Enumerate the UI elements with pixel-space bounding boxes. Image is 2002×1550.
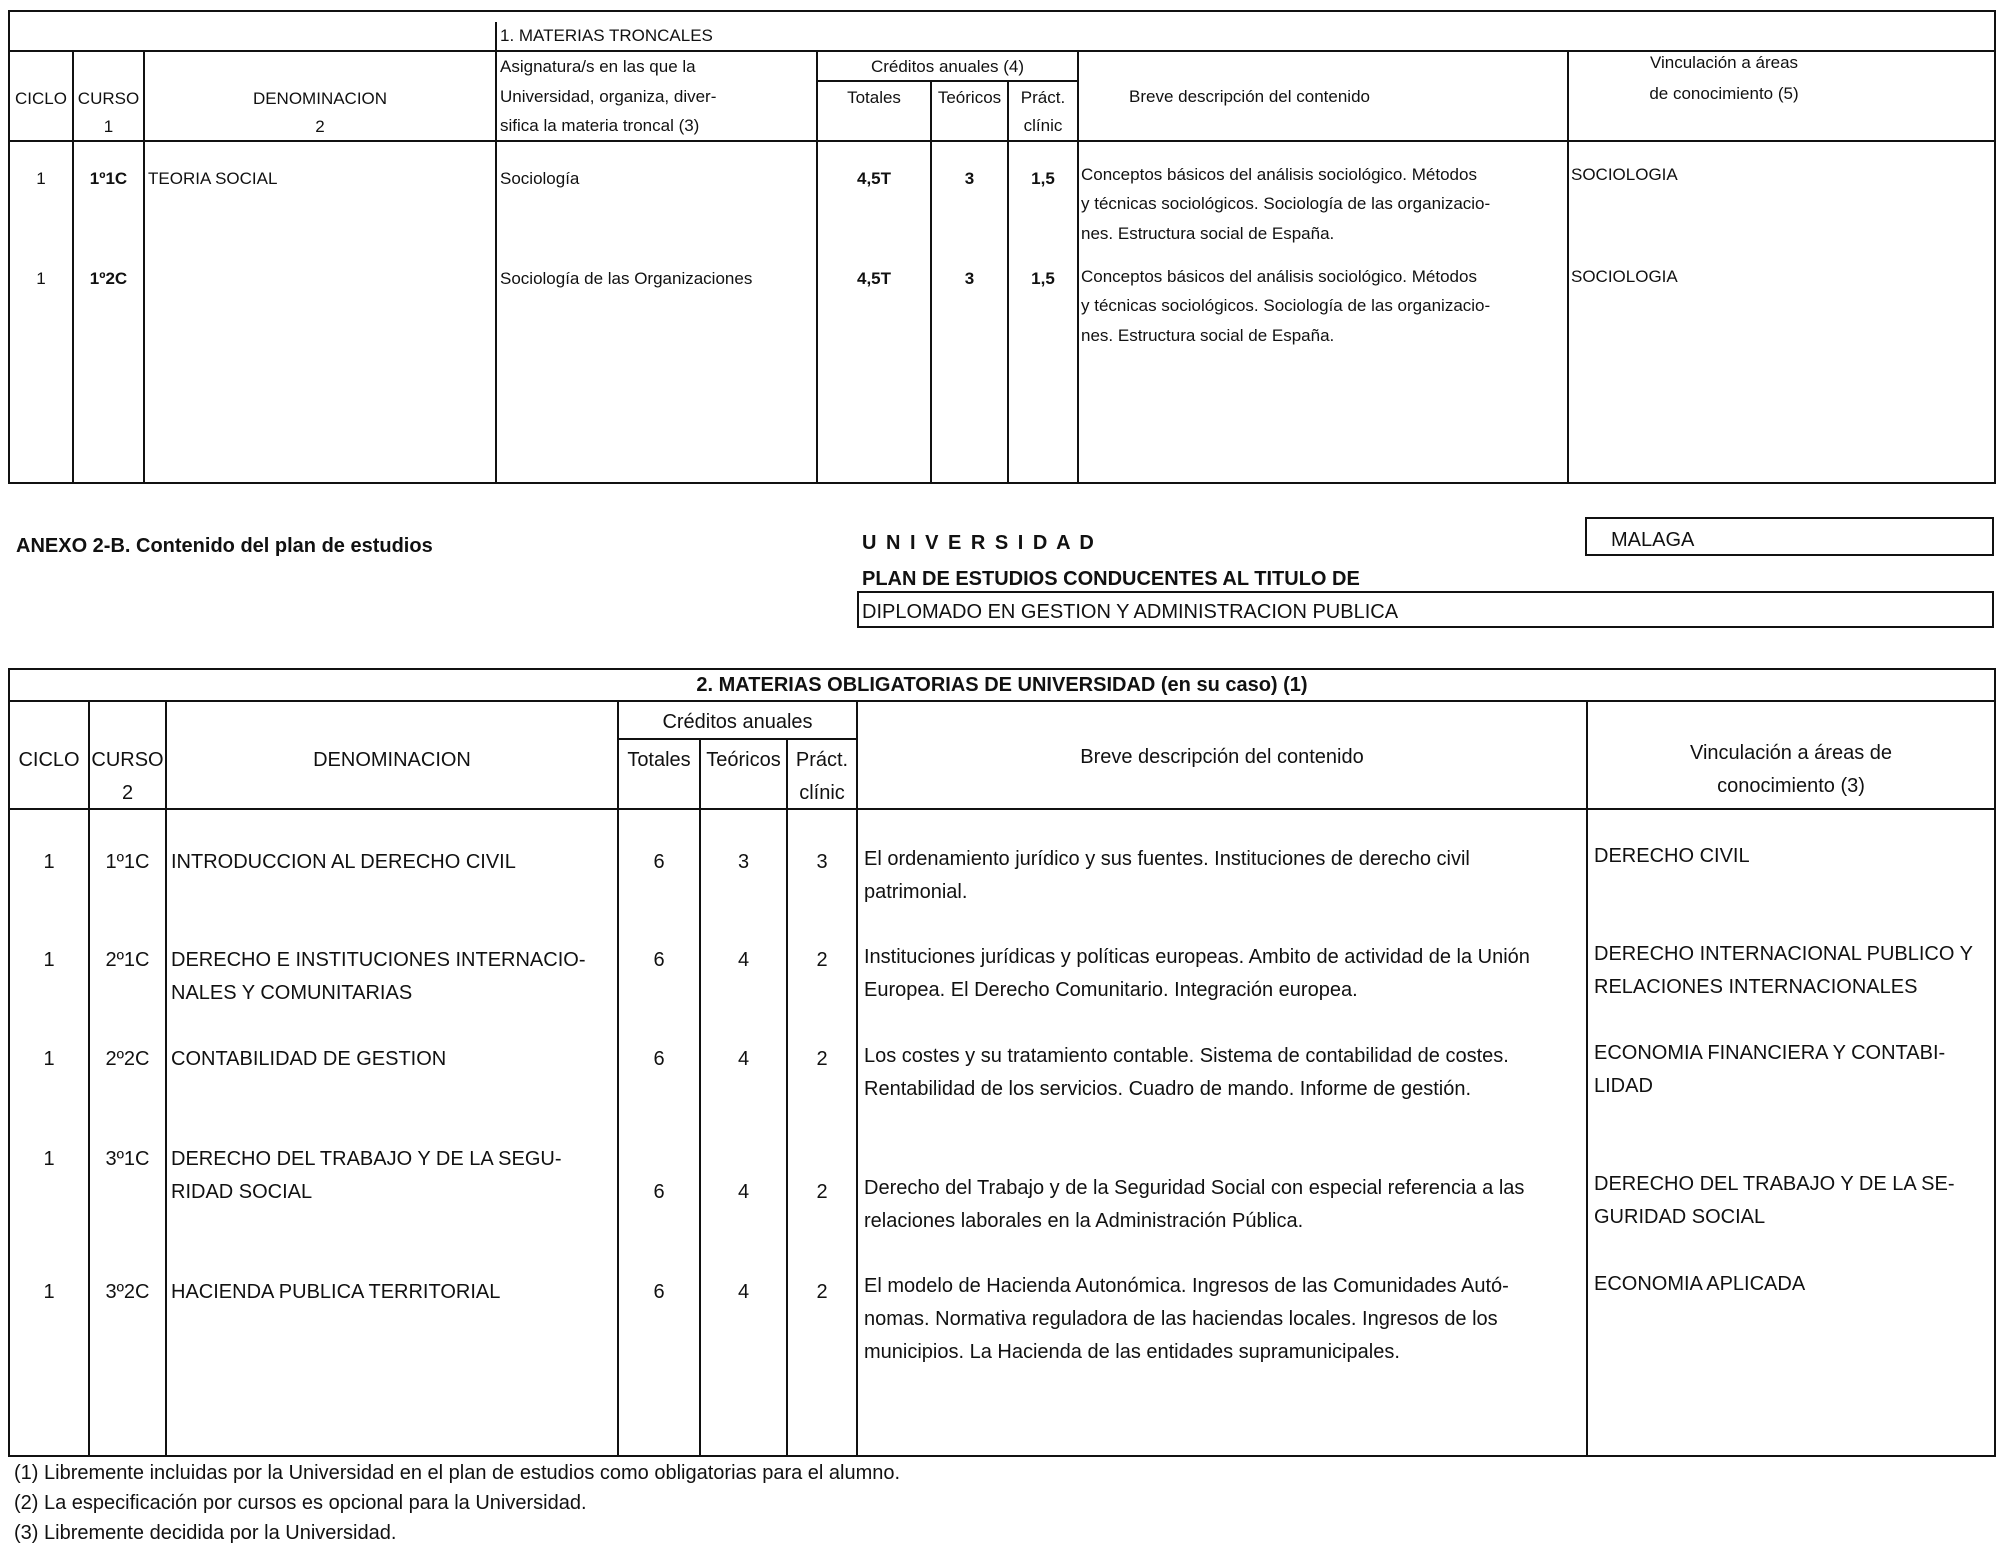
cell-denominacion: DERECHO E INSTITUCIONES INTERNACIO- [171, 949, 586, 971]
header-asignatura-3: sifica la materia troncal (3) [500, 116, 700, 135]
header-denominacion: DENOMINACION [252, 89, 388, 108]
cell-practicos: 2 [816, 1281, 828, 1303]
cell-area-2: GURIDAD SOCIAL [1594, 1206, 1766, 1228]
cell-practicos: 2 [816, 1048, 828, 1070]
cell-teoricos: 3 [964, 169, 975, 188]
cell-ciclo: 1 [36, 269, 46, 288]
footnote: (3) Libremente decidida por la Universidad. [14, 1522, 397, 1544]
obligatorias-section-title: 2. MATERIAS OBLIGATORIAS DE UNIVERSIDAD (en su caso) (1) [696, 674, 1308, 696]
cell-descripcion: Instituciones jurídicas y políticas europeas. Ambito de actividad de la Unión [864, 946, 1530, 968]
cell-descripcion-3: nes. Estructura social de España. [1081, 224, 1335, 243]
cell-descripcion-2: y técnicas sociológicos. Sociología de las organizacio- [1081, 296, 1491, 315]
header-practicos: Práct. [1020, 88, 1066, 107]
cell-descripcion-3: municipios. La Hacienda de las entidades supramunicipales. [864, 1341, 1400, 1363]
cell-area-2: RELACIONES INTERNACIONALES [1594, 976, 1918, 998]
cell-descripcion: Los costes y su tratamiento contable. Sistema de contabilidad de costes. [864, 1045, 1509, 1067]
cell-curso: 3º2C [105, 1281, 150, 1303]
cell-descripcion-2: nomas. Normativa reguladora de las haciendas locales. Ingresos de los [864, 1308, 1498, 1330]
cell-ciclo: 1 [43, 851, 55, 873]
header-vinculacion-2: conocimiento (3) [1717, 775, 1865, 797]
cell-descripcion: El modelo de Hacienda Autonómica. Ingresos de las Comunidades Autó- [864, 1275, 1509, 1297]
cell-teoricos: 4 [737, 1048, 750, 1070]
header-descripcion: Breve descripción del contenido [1129, 87, 1370, 106]
cell-area: ECONOMIA APLICADA [1594, 1273, 1806, 1295]
header-creditos: Créditos anuales [662, 711, 813, 733]
titulo-value: DIPLOMADO EN GESTION Y ADMINISTRACION PUBLICA [862, 601, 1399, 623]
cell-area: ECONOMIA FINANCIERA Y CONTABI- [1594, 1042, 1946, 1064]
cell-totales: 6 [653, 949, 665, 971]
cell-descripcion-2: Europea. El Derecho Comunitario. Integración europea. [864, 979, 1358, 1001]
header-practicos-2: clínic [799, 782, 845, 804]
cell-denominacion: DERECHO DEL TRABAJO Y DE LA SEGU- [171, 1148, 562, 1170]
cell-denominacion: CONTABILIDAD DE GESTION [171, 1048, 447, 1070]
cell-practicos: 2 [816, 949, 828, 971]
universidad-label: U N I V E R S I D A D [862, 532, 1096, 554]
cell-totales: 4,5T [856, 269, 892, 288]
cell-teoricos: 4 [737, 949, 750, 971]
cell-denominacion-2: NALES Y COMUNITARIAS [171, 982, 413, 1004]
cell-curso: 1º1C [105, 851, 150, 873]
cell-teoricos: 3 [737, 851, 750, 873]
cell-descripcion-2: Rentabilidad de los servicios. Cuadro de mando. Informe de gestión. [864, 1078, 1472, 1100]
cell-practicos: 1,5 [1031, 269, 1055, 288]
cell-totales: 6 [653, 1181, 665, 1203]
cell-descripcion: El ordenamiento jurídico y sus fuentes. Instituciones de derecho civil [864, 848, 1470, 870]
header-teoricos: Teóricos [706, 749, 781, 771]
header-practicos-2: clínic [1023, 116, 1063, 135]
cell-asignatura: Sociología [500, 169, 580, 188]
cell-curso: 3º1C [105, 1148, 150, 1170]
header-practicos: Práct. [795, 749, 849, 771]
cell-denominacion: HACIENDA PUBLICA TERRITORIAL [171, 1281, 501, 1303]
cell-area: DERECHO DEL TRABAJO Y DE LA SE- [1594, 1173, 1955, 1195]
header-curso-num: 1 [103, 117, 114, 136]
header-vinculacion: Vinculación a áreas [1649, 53, 1799, 72]
cell-denominacion-2: RIDAD SOCIAL [171, 1181, 313, 1203]
cell-denominacion: TEORIA SOCIAL [148, 169, 278, 188]
header-curso-num: 2 [121, 782, 134, 804]
anexo-title: ANEXO 2-B. Contenido del plan de estudios [16, 535, 433, 557]
cell-totales: 6 [653, 1281, 665, 1303]
cell-curso: 1º2C [89, 269, 128, 288]
header-totales: Totales [847, 88, 901, 107]
troncales-section-title: 1. MATERIAS TRONCALES [500, 26, 713, 45]
cell-teoricos: 3 [964, 269, 975, 288]
cell-teoricos: 4 [737, 1281, 750, 1303]
cell-totales: 6 [653, 1048, 665, 1070]
header-denominacion-num: 2 [315, 117, 325, 136]
cell-descripcion: Derecho del Trabajo y de la Seguridad Social con especial referencia a las [864, 1177, 1525, 1199]
header-curso: CURSO [77, 89, 140, 108]
header-ciclo: CICLO [15, 89, 67, 108]
cell-ciclo: 1 [43, 949, 55, 971]
cell-totales: 6 [653, 851, 665, 873]
universidad-value: MALAGA [1611, 529, 1695, 551]
cell-curso: 1º1C [89, 169, 128, 188]
cell-practicos: 1,5 [1031, 169, 1055, 188]
cell-descripcion-2: relaciones laborales en la Administración Pública. [864, 1210, 1304, 1232]
header-ciclo: CICLO [18, 749, 80, 771]
header-asignatura-2: Universidad, organiza, diver- [500, 87, 717, 106]
cell-ciclo: 1 [43, 1148, 55, 1170]
cell-area-2: LIDAD [1594, 1075, 1653, 1097]
cell-descripcion-2: y técnicas sociológicos. Sociología de las organizacio- [1081, 194, 1491, 213]
header-vinculacion: Vinculación a áreas de [1690, 742, 1892, 764]
cell-ciclo: 1 [43, 1281, 55, 1303]
cell-ciclo: 1 [36, 169, 46, 188]
cell-totales: 4,5T [856, 169, 892, 188]
header-descripcion: Breve descripción del contenido [1080, 746, 1364, 768]
header-vinculacion-2: de conocimiento (5) [1649, 84, 1799, 103]
cell-area: DERECHO CIVIL [1594, 845, 1750, 867]
header-asignatura: Asignatura/s en las que la [500, 57, 696, 76]
cell-practicos: 3 [816, 851, 828, 873]
header-curso: CURSO [91, 749, 164, 771]
cell-area: SOCIOLOGIA [1571, 165, 1678, 184]
cell-descripcion: Conceptos básicos del análisis sociológico. Métodos [1081, 267, 1477, 286]
header-denominacion: DENOMINACION [313, 749, 471, 771]
header-teoricos: Teóricos [937, 88, 1002, 107]
cell-curso: 2º2C [105, 1048, 150, 1070]
cell-curso: 2º1C [105, 949, 150, 971]
cell-descripcion-2: patrimonial. [864, 881, 968, 903]
footnote: (1) Libremente incluidas por la Universidad en el plan de estudios como obligatorias para el alumno. [14, 1462, 901, 1484]
plan-label: PLAN DE ESTUDIOS CONDUCENTES AL TITULO DE [862, 568, 1360, 590]
cell-descripcion: Conceptos básicos del análisis sociológico. Métodos [1081, 165, 1477, 184]
cell-descripcion-3: nes. Estructura social de España. [1081, 326, 1335, 345]
header-creditos: Créditos anuales (4) [870, 57, 1025, 76]
cell-ciclo: 1 [43, 1048, 55, 1070]
cell-practicos: 2 [816, 1181, 828, 1203]
header-totales: Totales [627, 749, 691, 771]
cell-teoricos: 4 [737, 1181, 750, 1203]
footnote: (2) La especificación por cursos es opcional para la Universidad. [14, 1492, 587, 1514]
cell-asignatura: Sociología de las Organizaciones [500, 269, 753, 288]
cell-area: DERECHO INTERNACIONAL PUBLICO Y [1594, 943, 1973, 965]
cell-area: SOCIOLOGIA [1571, 267, 1678, 286]
cell-denominacion: INTRODUCCION AL DERECHO CIVIL [171, 851, 516, 873]
